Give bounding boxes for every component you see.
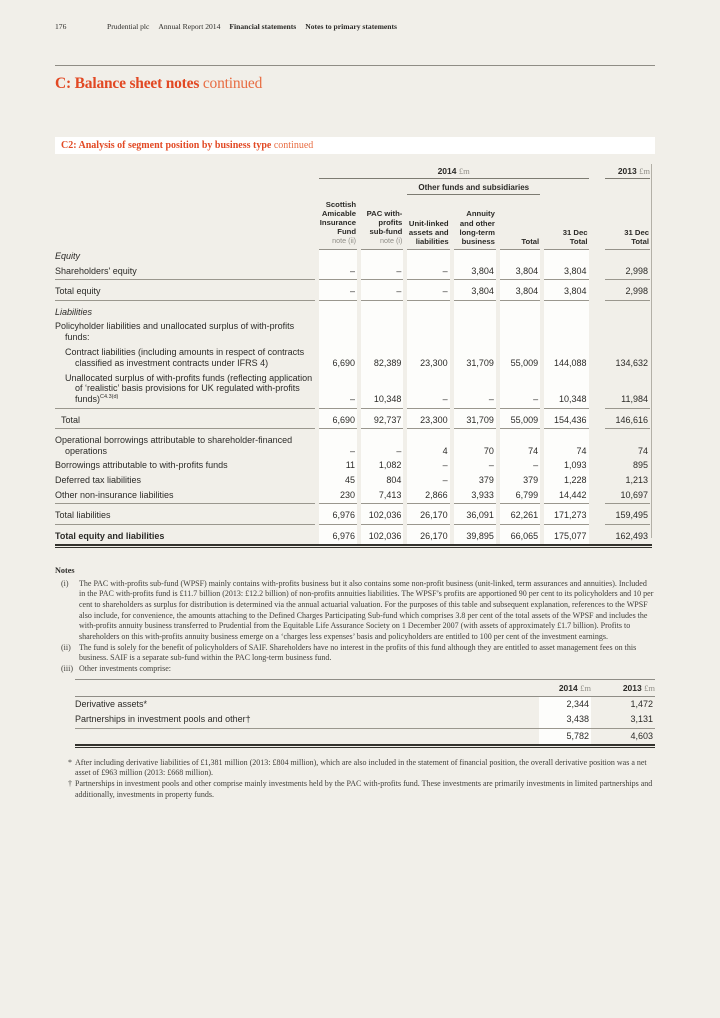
row-label: Derivative assets* bbox=[75, 698, 148, 709]
cell-value: 10,348 bbox=[361, 371, 403, 408]
cell-value: 36,091 bbox=[454, 504, 496, 524]
cell-value bbox=[500, 250, 540, 265]
column-header-pac: PAC with-profits sub-fund note (i) bbox=[361, 195, 403, 250]
table-row bbox=[55, 504, 650, 524]
cell-value bbox=[454, 320, 496, 346]
other-investments-table bbox=[75, 680, 655, 743]
cell-value bbox=[605, 250, 650, 265]
cell-value: 23,300 bbox=[407, 346, 449, 372]
cell-value: 74 bbox=[637, 445, 648, 456]
cell-value-2014: 5,782 bbox=[539, 728, 591, 744]
cell-value bbox=[454, 301, 496, 320]
cell-value bbox=[407, 250, 449, 265]
cell-value: 144,088 bbox=[544, 346, 588, 372]
cell-value-2014: 3,438 bbox=[539, 712, 591, 728]
cell-value: 82,389 bbox=[361, 346, 403, 372]
notes-heading: Notes bbox=[55, 565, 75, 575]
column-header-annuity: Annuity and other long-term business bbox=[454, 195, 496, 250]
cell-value: – bbox=[361, 265, 403, 281]
cell-value: 26,170 bbox=[407, 525, 449, 544]
cell-value: 62,261 bbox=[500, 504, 540, 524]
segment-table-body bbox=[55, 250, 650, 544]
cell-value: 92,737 bbox=[361, 409, 403, 429]
cell-value: 102,036 bbox=[361, 504, 403, 524]
cell-value: 162,493 bbox=[615, 530, 648, 541]
note-marker: (ii) bbox=[61, 642, 71, 652]
sub-table-bottom-rule bbox=[75, 744, 655, 748]
cell-value bbox=[407, 320, 449, 346]
cell-value: 171,273 bbox=[544, 504, 588, 524]
cell-value: 2,866 bbox=[407, 489, 449, 505]
cell-value: – bbox=[319, 429, 357, 459]
breadcrumb-section: Financial statements bbox=[229, 22, 297, 31]
table-bottom-rule bbox=[55, 544, 652, 548]
cell-value: – bbox=[407, 371, 449, 408]
cell-value: 31,709 bbox=[454, 409, 496, 429]
cell-value: 146,616 bbox=[605, 409, 650, 429]
cell-value: 23,300 bbox=[407, 409, 449, 429]
footnote-marker: † bbox=[68, 779, 72, 789]
cell-value: 6,690 bbox=[319, 409, 357, 429]
notes-section bbox=[55, 566, 655, 675]
table-row bbox=[55, 265, 650, 281]
table-row bbox=[55, 489, 650, 505]
table-section-row bbox=[55, 250, 650, 265]
cell-value bbox=[454, 250, 496, 265]
row-label: Unallocated surplus of with-profits funds (reflecting application of ‘realistic’ basis provisions for UK regulated with-profits funds)$^{C4.3(d)}$ bbox=[55, 371, 315, 408]
note-item bbox=[55, 643, 655, 664]
segment-table bbox=[51, 163, 654, 544]
cell-value: 14,442 bbox=[544, 489, 588, 505]
cell-value: – bbox=[407, 265, 449, 281]
cell-value: – bbox=[319, 371, 357, 408]
cell-value: 134,632 bbox=[615, 357, 648, 368]
column-header-row bbox=[55, 195, 650, 250]
cell-value: 154,436 bbox=[544, 409, 588, 429]
cell-value: 804 bbox=[361, 474, 403, 489]
cell-value: 2,998 bbox=[605, 280, 650, 300]
row-label: Operational borrowings attributable to shareholder-financed operations bbox=[55, 434, 293, 456]
cell-value-2013: 4,603 bbox=[630, 730, 653, 741]
table-row bbox=[55, 429, 650, 459]
cell-value: 3,804 bbox=[544, 265, 588, 281]
cell-value: 10,348 bbox=[544, 371, 588, 408]
cell-value: – bbox=[407, 280, 449, 300]
group-header: Other funds and subsidiaries bbox=[407, 179, 540, 195]
breadcrumb-subsection: Notes to primary statements bbox=[305, 22, 398, 31]
row-label: Partnerships in investment pools and other† bbox=[75, 712, 539, 728]
cell-value: 895 bbox=[632, 460, 648, 471]
row-label: Total liabilities bbox=[55, 504, 315, 524]
table-row bbox=[55, 474, 650, 489]
cell-value: 1,228 bbox=[544, 474, 588, 489]
sub-year-2013-header: 2013 £m bbox=[603, 680, 655, 696]
row-label bbox=[75, 728, 539, 744]
cell-value: 55,009 bbox=[500, 346, 540, 372]
row-label: Total bbox=[55, 409, 315, 429]
cell-value bbox=[500, 301, 540, 320]
column-header-31dec-2013: 31 Dec Total bbox=[605, 195, 650, 250]
note-item bbox=[55, 664, 655, 675]
row-label: Equity bbox=[55, 251, 81, 262]
group-header-row bbox=[55, 179, 650, 195]
cell-value: 2,998 bbox=[605, 265, 650, 281]
footnotes-section bbox=[68, 758, 655, 801]
row-label: Shareholders' equity bbox=[55, 265, 315, 281]
year-2013-header: 2013 £m bbox=[605, 163, 650, 179]
sub-table-row-total bbox=[75, 728, 655, 744]
cell-value: – bbox=[361, 280, 403, 300]
footnote-text: After including derivative liabilities of £1,381 million (2013: £804 million), which are also included in the statement of financial position, the overall derivative position was a net asset of £963 million (2013: £668 million). bbox=[75, 757, 647, 778]
section-id: C: bbox=[55, 75, 71, 92]
year-header-row bbox=[55, 163, 650, 179]
cell-value: 175,077 bbox=[544, 525, 588, 544]
cell-value: – bbox=[500, 371, 540, 408]
cell-value: 55,009 bbox=[500, 409, 540, 429]
table-right-rule bbox=[651, 164, 652, 538]
note-text: The PAC with-profits sub-fund (WPSF) mainly contains with-profits business but it also contains some non-profit business (unit-linked, term assurances and annuities). Included in the PAC with-profits fund is £11.7 billion (2013: £12.2 billion) of non-profits annuities liabilities. The WPSF’s profits are apportioned 90 per cent to its policyholders and 10 per cent to shareholders as surplus for distribution is determined via the annual actuarial valuation. For the purposes of this table and subsequent explanation, references to the WPSF also include, for convenience, the amounts attaching to the Defined Charges Participating Sub-fund which comprises 3.8 per cent of the total assets of the WPSF and includes the with-profits annuity business transferred to Prudential from the Equitable Life Assurance Society on 1 December 2007 (with assets of approximately £1.7 billion). Profits to shareholders on this with-profits annuity business emerge on a ‘charges less expenses’ basis and policyholders are entitled to 100 per cent of the investment earnings. bbox=[79, 578, 654, 641]
row-label: Total equity and liabilities bbox=[55, 530, 165, 541]
table-row bbox=[55, 525, 650, 544]
note-marker: (i) bbox=[61, 578, 69, 588]
cell-value: 6,690 bbox=[319, 346, 357, 372]
table-row bbox=[55, 371, 650, 408]
page-number: 176 bbox=[55, 22, 67, 31]
cell-value: – bbox=[500, 459, 540, 474]
cell-value: 66,065 bbox=[500, 525, 540, 544]
row-label: Deferred tax liabilities bbox=[55, 475, 142, 486]
table-row bbox=[55, 346, 650, 372]
cell-value: 6,976 bbox=[319, 504, 357, 524]
row-label: Total equity bbox=[55, 280, 315, 300]
cell-value: 159,495 bbox=[605, 504, 650, 524]
cell-value bbox=[605, 320, 650, 346]
note-text: The fund is solely for the benefit of policyholders of SAIF. Shareholders have no interest in the profits of this fund although they are entitled to asset management fees on this business. SAIF is a separate sub-fund within the PAC long-term business fund. bbox=[79, 642, 637, 663]
table-row bbox=[55, 459, 650, 474]
footnote-item bbox=[68, 779, 655, 800]
breadcrumb-brand: Prudential plc bbox=[107, 22, 150, 31]
other-investments-table-wrap bbox=[75, 679, 655, 743]
cell-value: 26,170 bbox=[407, 504, 449, 524]
cell-value: 39,895 bbox=[454, 525, 496, 544]
cell-value: 4 bbox=[407, 429, 449, 459]
cell-value-2013: 3,131 bbox=[603, 712, 655, 728]
cell-value: 6,799 bbox=[500, 489, 540, 505]
table-section-row bbox=[55, 301, 650, 320]
cell-value: 31,709 bbox=[454, 346, 496, 372]
row-label: Borrowings attributable to with-profits funds bbox=[55, 460, 228, 471]
cell-value: – bbox=[319, 265, 357, 281]
cell-value: 11 bbox=[319, 459, 357, 474]
cell-value-2013: 1,472 bbox=[630, 698, 653, 709]
note-reference-superscript: C4.3(d) bbox=[100, 394, 119, 401]
cell-value: – bbox=[319, 280, 357, 300]
table-row bbox=[55, 409, 650, 429]
table-row bbox=[55, 280, 650, 300]
cell-value bbox=[361, 320, 403, 346]
column-header-total: Total bbox=[500, 195, 540, 250]
cell-value bbox=[500, 320, 540, 346]
subsection-continued-label: continued bbox=[273, 140, 314, 151]
cell-value: 3,804 bbox=[544, 280, 588, 300]
section-continued-label: continued bbox=[202, 75, 263, 92]
subsection-heading-bar bbox=[55, 137, 655, 154]
cell-value bbox=[361, 250, 403, 265]
cell-value: 6,976 bbox=[319, 525, 357, 544]
row-label: Contract liabilities (including amounts in respect of contracts classified as investment contracts under IFRS 4) bbox=[65, 347, 305, 368]
footnote-marker: * bbox=[68, 757, 72, 767]
cell-value bbox=[319, 301, 357, 320]
page-header bbox=[55, 22, 655, 31]
cell-value: – bbox=[454, 459, 496, 474]
cell-value: 102,036 bbox=[361, 525, 403, 544]
cell-value: 3,804 bbox=[454, 280, 496, 300]
sub-year-header-row bbox=[75, 680, 655, 696]
cell-value: – bbox=[361, 429, 403, 459]
cell-value: 3,933 bbox=[454, 489, 496, 505]
notes-list bbox=[55, 579, 655, 675]
cell-value: – bbox=[454, 371, 496, 408]
cell-value bbox=[319, 320, 357, 346]
cell-value: 230 bbox=[319, 489, 357, 505]
cell-value: 1,213 bbox=[625, 475, 648, 486]
cell-value: – bbox=[407, 459, 449, 474]
footnote-text: Partnerships in investment pools and other comprise mainly investments held by the PAC with-profits fund. These investments are primarily investments in limited partnerships and additionally, investments in property funds. bbox=[75, 779, 653, 799]
cell-value-2014: 2,344 bbox=[539, 696, 591, 712]
cell-value: 74 bbox=[544, 429, 588, 459]
cell-value bbox=[544, 320, 588, 346]
note-text: Other investments comprise: bbox=[79, 663, 171, 673]
cell-value: 74 bbox=[500, 429, 540, 459]
cell-value bbox=[361, 301, 403, 320]
cell-value: 379 bbox=[454, 474, 496, 489]
column-header-saif: Scottish Amicable Insurance Fund note (ii) bbox=[319, 195, 357, 250]
row-label: Policyholder liabilities and unallocated surplus of with-profits funds: bbox=[55, 321, 295, 343]
note-marker: (iii) bbox=[61, 663, 73, 673]
cell-value bbox=[544, 301, 588, 320]
cell-value: 379 bbox=[500, 474, 540, 489]
sub-year-2014-header: 2014 £m bbox=[539, 680, 591, 696]
row-label: Other non-insurance liabilities bbox=[55, 489, 315, 505]
section-heading bbox=[55, 75, 655, 93]
cell-value: 7,413 bbox=[361, 489, 403, 505]
year-2014-header: 2014 £m bbox=[319, 163, 589, 179]
subsection-id: C2: bbox=[61, 140, 77, 151]
cell-value: 10,697 bbox=[605, 489, 650, 505]
row-label: Liabilities bbox=[55, 306, 93, 317]
cell-value bbox=[544, 250, 588, 265]
section-title: Balance sheet notes bbox=[74, 75, 200, 92]
footnote-item bbox=[68, 758, 655, 779]
cell-value: 70 bbox=[454, 429, 496, 459]
cell-value bbox=[319, 250, 357, 265]
divider-rule bbox=[55, 65, 655, 66]
cell-value: 3,804 bbox=[500, 280, 540, 300]
note-item bbox=[55, 579, 655, 643]
segment-table-wrap bbox=[55, 163, 655, 548]
cell-value: 11,984 bbox=[605, 371, 650, 408]
cell-value: 3,804 bbox=[500, 265, 540, 281]
cell-value: 1,093 bbox=[544, 459, 588, 474]
subsection-title: Analysis of segment position by business type bbox=[78, 140, 272, 151]
cell-value bbox=[407, 301, 449, 320]
other-investments-table-body bbox=[75, 696, 655, 743]
cell-value: 1,082 bbox=[361, 459, 403, 474]
sub-table-row bbox=[75, 712, 655, 728]
column-header-31dec-2014: 31 Dec Total bbox=[544, 195, 588, 250]
column-header-unit-linked: Unit-linked assets and liabilities bbox=[407, 195, 449, 250]
table-row bbox=[55, 320, 650, 346]
sub-table-row bbox=[75, 696, 655, 712]
cell-value: – bbox=[407, 474, 449, 489]
breadcrumb-report: Annual Report 2014 bbox=[158, 22, 221, 31]
cell-value bbox=[605, 301, 650, 320]
cell-value: 3,804 bbox=[454, 265, 496, 281]
cell-value: 45 bbox=[319, 474, 357, 489]
